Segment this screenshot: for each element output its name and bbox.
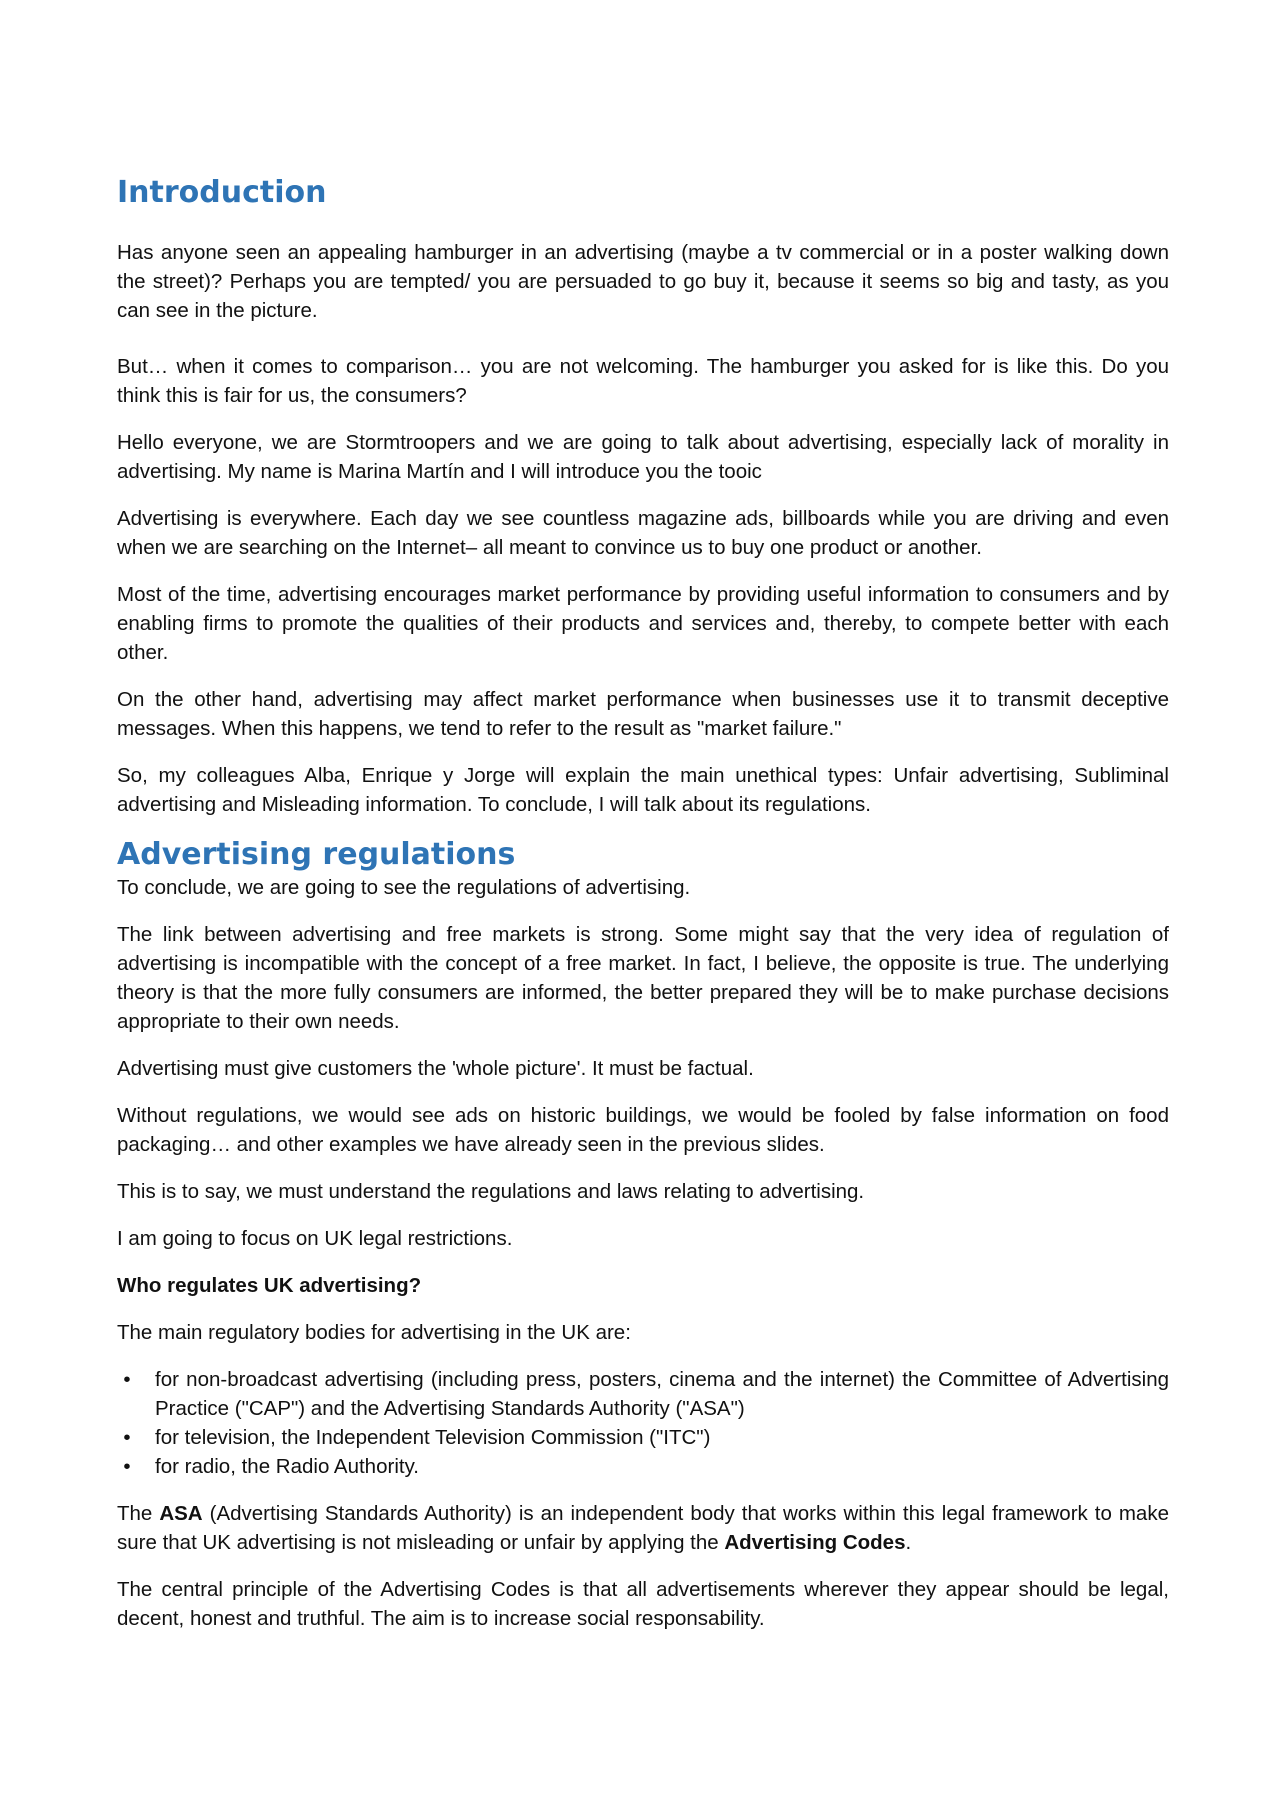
list-item-text: for radio, the Radio Authority.	[155, 1455, 419, 1478]
intro-paragraph: Most of the time, advertising encourages market performance by providing useful information to consumers and by enabling firms to promote the qualities of their products and services and, thereby, to compete better with each other.	[117, 583, 1169, 664]
closing-paragraph: The central principle of the Advertising Codes is that all advertisements wherever they appear should be legal, decent, honest and truthful. The aim is to increase social responsability.	[117, 1578, 1169, 1630]
intro-heading: Introduction	[117, 175, 327, 210]
asa-prefix: The	[117, 1502, 160, 1525]
intro-paragraph: Has anyone seen an appealing hamburger in an advertising (maybe a tv commercial or in a poster walking down the street)? Perhaps you are tempted/ you are persuaded to go buy it, because it seems so big and tasty, as you can see in the picture.	[117, 241, 1169, 322]
regulations-paragraph: The link between advertising and free markets is strong. Some might say that the very idea of regulation of advertising is incompatible with the concept of a free market. In fact, I believe, the opposite is true. The underlying theory is that the more fully consumers are informed, the better prepared they will be to make purchase decisions appropriate to their own needs.	[117, 923, 1169, 1033]
bullet-icon: •	[123, 1455, 131, 1478]
regulations-paragraph: Without regulations, we would see ads on historic buildings, we would be fooled by false information on food packaging… and other examples we have already seen in the previous slides.	[117, 1104, 1169, 1156]
list-item	[117, 1452, 1169, 1481]
bullet-icon: •	[123, 1426, 131, 1449]
regulations-paragraph: I am going to focus on UK legal restrictions.	[117, 1227, 513, 1250]
asa-suffix: .	[905, 1531, 912, 1554]
advertising-codes-term: Advertising Codes	[724, 1531, 906, 1554]
regulations-paragraph: Advertising must give customers the 'whole picture'. It must be factual.	[117, 1057, 754, 1080]
intro-paragraph: But… when it comes to comparison… you are not welcoming. The hamburger you asked for is like this. Do you think this is fair for us, the consumers?	[117, 355, 1169, 407]
intro-paragraph: On the other hand, advertising may affect market performance when businesses use it to transmit deceptive messages. When this happens, we tend to refer to the result as "market failure."	[117, 688, 1169, 740]
list-item	[117, 1423, 1169, 1452]
list-item-text: for television, the Independent Television Commission ("ITC")	[155, 1426, 711, 1449]
bullet-icon: •	[123, 1368, 131, 1391]
regulations-paragraph: To conclude, we are going to see the regulations of advertising.	[117, 876, 691, 899]
intro-paragraph: Hello everyone, we are Stormtroopers and we are going to talk about advertising, especially lack of morality in advertising. My name is Marina Martín and I will introduce you the tooic	[117, 431, 1169, 483]
regulators-list	[117, 1365, 1169, 1481]
list-item-text: for non-broadcast advertising (including press, posters, cinema and the internet) the Committee of Advertising Practice ("CAP") and the Advertising Standards Authority ("ASA")	[155, 1368, 1169, 1420]
intro-paragraph: So, my colleagues Alba, Enrique y Jorge will explain the main unethical types: Unfair advertising, Subliminal advertising and Misleading information. To conclude, I will talk about its regulations.	[117, 764, 1169, 816]
regulators-subheading: Who regulates UK advertising?	[117, 1274, 422, 1297]
asa-term: ASA	[159, 1502, 203, 1525]
asa-paragraph	[117, 1499, 1169, 1557]
intro-paragraph: Advertising is everywhere. Each day we see countless magazine ads, billboards while you are driving and even when we are searching on the Internet– all meant to convince us to buy one product or another.	[117, 507, 1169, 559]
regulations-heading: Advertising regulations	[117, 837, 516, 872]
regulations-paragraph: This is to say, we must understand the regulations and laws relating to advertising.	[117, 1180, 865, 1203]
regulators-list-intro: The main regulatory bodies for advertising in the UK are:	[117, 1321, 631, 1344]
document-page	[117, 175, 1169, 1651]
asa-middle: (Advertising Standards Authority) is an independent body that works within this legal framework to make sure that UK advertising is not misleading or unfair by applying the	[117, 1502, 1169, 1554]
list-item	[117, 1365, 1169, 1423]
